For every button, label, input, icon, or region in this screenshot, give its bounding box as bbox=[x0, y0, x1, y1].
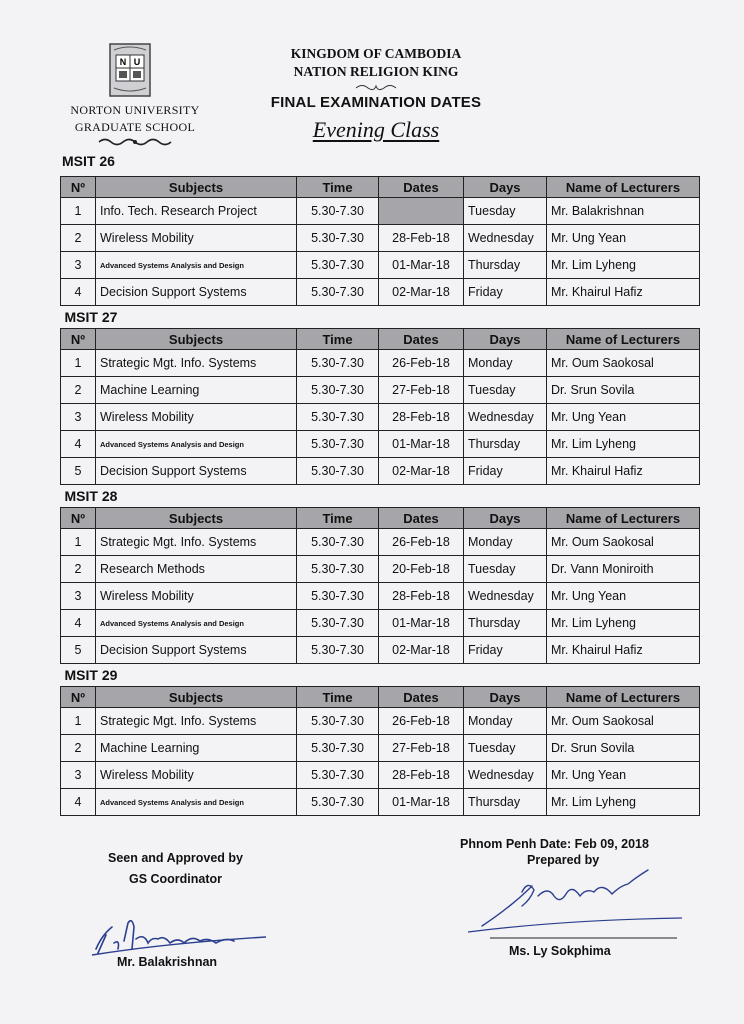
time-cell: 5.30-7.30 bbox=[297, 198, 379, 225]
day-cell: Wednesday bbox=[464, 762, 547, 789]
day-cell: Thursday bbox=[464, 610, 547, 637]
lecturer-cell: Mr. Oum Saokosal bbox=[547, 529, 700, 556]
logo-letter-n: N bbox=[119, 57, 127, 67]
subject-cell: Info. Tech. Research Project bbox=[96, 198, 297, 225]
row-number: 4 bbox=[61, 279, 96, 306]
subject-cell: Machine Learning bbox=[96, 735, 297, 762]
table-row bbox=[61, 735, 700, 762]
header-time: Time bbox=[297, 329, 379, 350]
university-name bbox=[60, 102, 210, 136]
header-days: Days bbox=[464, 329, 547, 350]
page-title: FINAL EXAMINATION DATES bbox=[270, 94, 482, 111]
row-number: 1 bbox=[61, 350, 96, 377]
row-number: 2 bbox=[61, 556, 96, 583]
subject-cell: Machine Learning bbox=[96, 377, 297, 404]
group-label: MSIT 28 bbox=[64, 488, 118, 504]
header-number: Nº bbox=[61, 508, 96, 529]
lecturer-cell: Dr. Vann Moniroith bbox=[547, 556, 700, 583]
header-subjects: Subjects bbox=[96, 329, 297, 350]
header-time: Time bbox=[297, 687, 379, 708]
time-cell: 5.30-7.30 bbox=[297, 610, 379, 637]
time-cell: 5.30-7.30 bbox=[297, 708, 379, 735]
lecturer-cell: Mr. Khairul Hafiz bbox=[547, 637, 700, 664]
table-row bbox=[61, 762, 700, 789]
day-cell: Tuesday bbox=[464, 377, 547, 404]
date-cell: 01-Mar-18 bbox=[379, 789, 464, 816]
row-number: 4 bbox=[61, 431, 96, 458]
day-cell: Wednesday bbox=[464, 404, 547, 431]
motto-line: NATION RELIGION KING bbox=[293, 64, 459, 79]
subject-cell: Advanced Systems Analysis and Design bbox=[96, 789, 297, 816]
day-cell: Thursday bbox=[464, 252, 547, 279]
exam-schedule-table bbox=[60, 176, 700, 816]
lecturer-cell: Mr. Khairul Hafiz bbox=[547, 279, 700, 306]
header-subjects: Subjects bbox=[96, 177, 297, 198]
row-number: 2 bbox=[61, 735, 96, 762]
date-cell: 28-Feb-18 bbox=[379, 225, 464, 252]
subject-cell: Wireless Mobility bbox=[96, 225, 297, 252]
approved-line: Seen and Approved by bbox=[108, 851, 243, 865]
lecturer-cell: Mr. Ung Yean bbox=[547, 404, 700, 431]
day-cell: Friday bbox=[464, 637, 547, 664]
kingdom-line: KINGDOM OF CAMBODIA bbox=[290, 46, 462, 61]
date-cell: 20-Feb-18 bbox=[379, 556, 464, 583]
day-cell: Thursday bbox=[464, 431, 547, 458]
date-cell: 01-Mar-18 bbox=[379, 431, 464, 458]
row-number: 2 bbox=[61, 377, 96, 404]
university-logo bbox=[108, 42, 152, 98]
date-cell bbox=[379, 198, 464, 225]
page-subtitle: Evening Class bbox=[312, 117, 440, 142]
subject-cell: Wireless Mobility bbox=[96, 404, 297, 431]
column-header-row bbox=[61, 329, 700, 350]
subject-cell: Wireless Mobility bbox=[96, 583, 297, 610]
lecturer-cell: Mr. Oum Saokosal bbox=[547, 708, 700, 735]
group-label: MSIT 26 bbox=[62, 153, 115, 169]
lecturer-cell: Mr. Lim Lyheng bbox=[547, 431, 700, 458]
table-row bbox=[61, 350, 700, 377]
header-days: Days bbox=[464, 687, 547, 708]
group-row bbox=[61, 306, 700, 329]
header-lecturers: Name of Lecturers bbox=[547, 508, 700, 529]
time-cell: 5.30-7.30 bbox=[297, 350, 379, 377]
header-number: Nº bbox=[61, 687, 96, 708]
column-header-row bbox=[61, 508, 700, 529]
table-row bbox=[61, 198, 700, 225]
header-lecturers: Name of Lecturers bbox=[547, 329, 700, 350]
subject-cell: Strategic Mgt. Info. Systems bbox=[96, 350, 297, 377]
school-name-line: GRADUATE SCHOOL bbox=[74, 120, 196, 134]
date-cell: 27-Feb-18 bbox=[379, 377, 464, 404]
date-cell: 02-Mar-18 bbox=[379, 637, 464, 664]
subject-cell: Advanced Systems Analysis and Design bbox=[96, 252, 297, 279]
header-subjects: Subjects bbox=[96, 508, 297, 529]
date-cell: 01-Mar-18 bbox=[379, 610, 464, 637]
kingdom-ornament-icon bbox=[354, 82, 398, 92]
lecturer-cell: Mr. Khairul Hafiz bbox=[547, 458, 700, 485]
header-dates: Dates bbox=[379, 177, 464, 198]
header-days: Days bbox=[464, 508, 547, 529]
subject-cell: Advanced Systems Analysis and Design bbox=[96, 431, 297, 458]
row-number: 5 bbox=[61, 458, 96, 485]
time-cell: 5.30-7.30 bbox=[297, 735, 379, 762]
row-number: 3 bbox=[61, 762, 96, 789]
lecturer-cell: Dr. Srun Sovila bbox=[547, 735, 700, 762]
preparer-name: Ms. Ly Sokphima bbox=[509, 944, 611, 958]
day-cell: Friday bbox=[464, 458, 547, 485]
subject-cell: Decision Support Systems bbox=[96, 458, 297, 485]
date-cell: 27-Feb-18 bbox=[379, 735, 464, 762]
time-cell: 5.30-7.30 bbox=[297, 225, 379, 252]
lecturer-cell: Dr. Srun Sovila bbox=[547, 377, 700, 404]
table-row bbox=[61, 458, 700, 485]
row-number: 3 bbox=[61, 583, 96, 610]
table-row bbox=[61, 529, 700, 556]
group-label: MSIT 27 bbox=[64, 309, 118, 325]
table-row bbox=[61, 404, 700, 431]
table-row bbox=[61, 556, 700, 583]
time-cell: 5.30-7.30 bbox=[297, 458, 379, 485]
lecturer-cell: Mr. Oum Saokosal bbox=[547, 350, 700, 377]
row-number: 4 bbox=[61, 610, 96, 637]
day-cell: Tuesday bbox=[464, 198, 547, 225]
table-row bbox=[61, 431, 700, 458]
time-cell: 5.30-7.30 bbox=[297, 762, 379, 789]
ornament-divider-icon bbox=[95, 137, 175, 147]
date-cell: 01-Mar-18 bbox=[379, 252, 464, 279]
lecturer-cell: Mr. Lim Lyheng bbox=[547, 252, 700, 279]
lecturer-cell: Mr. Balakrishnan bbox=[547, 198, 700, 225]
day-cell: Wednesday bbox=[464, 225, 547, 252]
coordinator-line: GS Coordinator bbox=[128, 872, 223, 886]
date-cell: 26-Feb-18 bbox=[379, 529, 464, 556]
header-number: Nº bbox=[61, 329, 96, 350]
day-cell: Thursday bbox=[464, 789, 547, 816]
header-dates: Dates bbox=[379, 687, 464, 708]
preparer-signature bbox=[462, 866, 687, 941]
header-dates: Dates bbox=[379, 329, 464, 350]
subject-cell: Decision Support Systems bbox=[96, 637, 297, 664]
row-number: 3 bbox=[61, 404, 96, 431]
row-number: 4 bbox=[61, 789, 96, 816]
date-cell: 28-Feb-18 bbox=[379, 583, 464, 610]
header-time: Time bbox=[297, 508, 379, 529]
table-row bbox=[61, 377, 700, 404]
date-cell: 02-Mar-18 bbox=[379, 279, 464, 306]
date-cell: 26-Feb-18 bbox=[379, 708, 464, 735]
header-time: Time bbox=[297, 177, 379, 198]
header-number: Nº bbox=[61, 177, 96, 198]
column-header-row bbox=[61, 177, 700, 198]
time-cell: 5.30-7.30 bbox=[297, 529, 379, 556]
date-cell: 28-Feb-18 bbox=[379, 762, 464, 789]
header-lecturers: Name of Lecturers bbox=[547, 177, 700, 198]
group-row bbox=[61, 664, 700, 687]
time-cell: 5.30-7.30 bbox=[297, 583, 379, 610]
logo-letter-u: U bbox=[133, 57, 141, 67]
day-cell: Wednesday bbox=[464, 583, 547, 610]
subject-cell: Advanced Systems Analysis and Design bbox=[96, 610, 297, 637]
column-header-row bbox=[61, 687, 700, 708]
place-date: Phnom Penh Date: Feb 09, 2018 bbox=[460, 837, 649, 851]
day-cell: Tuesday bbox=[464, 556, 547, 583]
header-subjects: Subjects bbox=[96, 687, 297, 708]
time-cell: 5.30-7.30 bbox=[297, 377, 379, 404]
header-lecturers: Name of Lecturers bbox=[547, 687, 700, 708]
group-label: MSIT 29 bbox=[64, 667, 118, 683]
date-cell: 26-Feb-18 bbox=[379, 350, 464, 377]
day-cell: Monday bbox=[464, 708, 547, 735]
date-cell: 02-Mar-18 bbox=[379, 458, 464, 485]
approval-block bbox=[88, 848, 263, 890]
table-row bbox=[61, 789, 700, 816]
time-cell: 5.30-7.30 bbox=[297, 252, 379, 279]
lecturer-cell: Mr. Ung Yean bbox=[547, 583, 700, 610]
row-number: 3 bbox=[61, 252, 96, 279]
table-row bbox=[61, 610, 700, 637]
lecturer-cell: Mr. Lim Lyheng bbox=[547, 610, 700, 637]
table-row bbox=[61, 279, 700, 306]
subject-cell: Decision Support Systems bbox=[96, 279, 297, 306]
row-number: 2 bbox=[61, 225, 96, 252]
table-row bbox=[61, 225, 700, 252]
time-cell: 5.30-7.30 bbox=[297, 556, 379, 583]
date-cell: 28-Feb-18 bbox=[379, 404, 464, 431]
row-number: 5 bbox=[61, 637, 96, 664]
kingdom-heading bbox=[240, 45, 512, 81]
subject-cell: Research Methods bbox=[96, 556, 297, 583]
row-number: 1 bbox=[61, 529, 96, 556]
table-row bbox=[61, 637, 700, 664]
time-cell: 5.30-7.30 bbox=[297, 789, 379, 816]
lecturer-cell: Mr. Lim Lyheng bbox=[547, 789, 700, 816]
prepared-label: Prepared by bbox=[527, 853, 600, 867]
day-cell: Friday bbox=[464, 279, 547, 306]
subject-cell: Wireless Mobility bbox=[96, 762, 297, 789]
lecturer-cell: Mr. Ung Yean bbox=[547, 762, 700, 789]
subject-cell: Strategic Mgt. Info. Systems bbox=[96, 708, 297, 735]
time-cell: 5.30-7.30 bbox=[297, 637, 379, 664]
row-number: 1 bbox=[61, 198, 96, 225]
day-cell: Tuesday bbox=[464, 735, 547, 762]
subject-cell: Strategic Mgt. Info. Systems bbox=[96, 529, 297, 556]
table-row bbox=[61, 252, 700, 279]
lecturer-cell: Mr. Ung Yean bbox=[547, 225, 700, 252]
day-cell: Monday bbox=[464, 350, 547, 377]
table-row bbox=[61, 583, 700, 610]
header-days: Days bbox=[464, 177, 547, 198]
university-name-line: NORTON UNIVERSITY bbox=[70, 103, 200, 117]
time-cell: 5.30-7.30 bbox=[297, 279, 379, 306]
time-cell: 5.30-7.30 bbox=[297, 404, 379, 431]
row-number: 1 bbox=[61, 708, 96, 735]
day-cell: Monday bbox=[464, 529, 547, 556]
time-cell: 5.30-7.30 bbox=[297, 431, 379, 458]
header-dates: Dates bbox=[379, 508, 464, 529]
group-row bbox=[61, 485, 700, 508]
approver-name: Mr. Balakrishnan bbox=[117, 955, 218, 969]
table-row bbox=[61, 708, 700, 735]
